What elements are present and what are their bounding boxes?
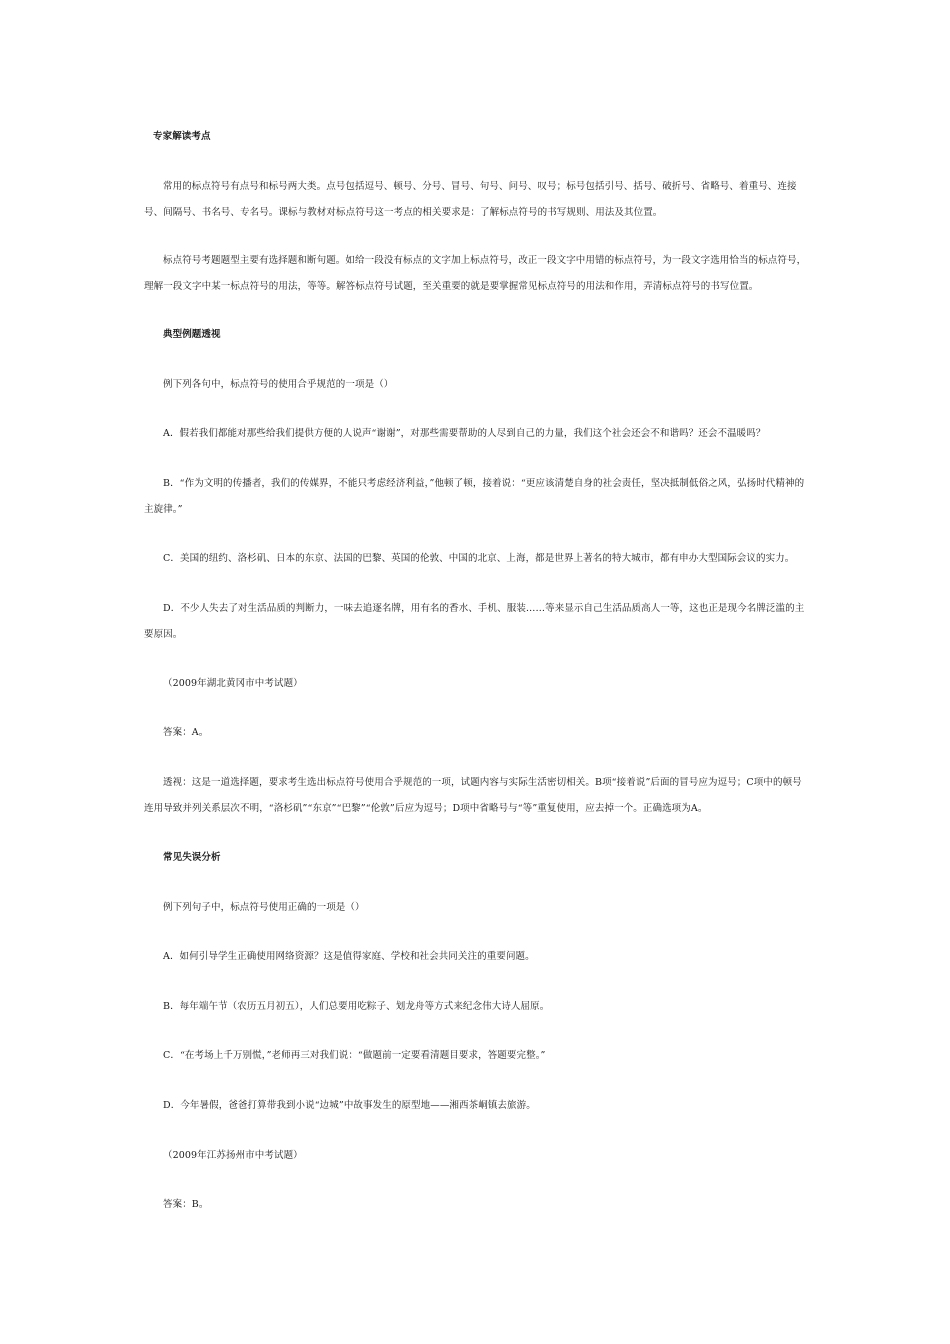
section-heading-mistake: 常见失误分析 xyxy=(163,852,221,863)
mistake-source: （2009年江苏扬州市中考试题） xyxy=(163,1150,303,1161)
typical-option-d: D．不少人失去了对生活品质的判断力，一味去追逐名牌，用有名的香水、手机、服装……等来显示自己生活品质高人一等，这也正是现今名牌泛滥的主要原因。 xyxy=(144,603,805,640)
mistake-option-b: B．每年端午节（农历五月初五），人们总要用吃粽子、划龙舟等方式来纪念伟大诗人屈原。 xyxy=(163,1001,550,1012)
typical-option-c: C．美国的纽约、洛杉矶、日本的东京、法国的巴黎、英国的伦敦、中国的北京、上海，都是世界上著名的特大城市，都有申办大型国际会议的实力。 xyxy=(163,553,795,564)
mistake-answer: 答案：B。 xyxy=(163,1199,209,1210)
typical-option-b: B．“作为文明的传播者，我们的传媒界，不能只考虑经济利益，”他顿了顿，接着说：“更应该清楚自身的社会责任，坚决抵制低俗之风，弘扬时代精神的主旋律。” xyxy=(144,478,805,515)
typical-analysis: 透视：这是一道选择题，要求考生选出标点符号使用合乎规范的一项，试题内容与实际生活密切相关。B项“接着说”后面的冒号应为逗号；C项中的顿号连用导致并列关系层次不明，“洛杉矶”“东京”“巴黎”“伦敦”后应为逗号；D项中省略号与“等”重复使用，应去掉一个。正确选项为A。 xyxy=(144,777,802,814)
mistake-option-a: A．如何引导学生正确使用网络资源？这是值得家庭、学校和社会共同关注的重要问题。 xyxy=(163,951,535,962)
mistake-option-d: D．今年暑假，爸爸打算带我到小说“边城”中故事发生的原型地——湘西茶峒镇去旅游。 xyxy=(163,1100,536,1111)
section-heading-typical: 典型例题透视 xyxy=(163,329,221,340)
section-heading-expert: 专家解读考点 xyxy=(153,131,211,142)
paragraph-expert-1: 常用的标点符号有点号和标号两大类。点号包括逗号、顿号、分号、冒号、句号、问号、叹号；标号包括引号、括号、破折号、省略号、着重号、连接号、间隔号、书名号、专名号。课标与教材对标点符号这一考点的相关要求是：了解标点符号的书写规则、用法及其位置。 xyxy=(144,181,797,218)
typical-question: 例下列各句中，标点符号的使用合乎规范的一项是（） xyxy=(163,379,394,390)
typical-source: （2009年湖北黄冈市中考试题） xyxy=(163,678,303,689)
mistake-question: 例下列句子中，标点符号使用正确的一项是（） xyxy=(163,902,365,913)
paragraph-expert-2: 标点符号考题题型主要有选择题和断句题。如给一段没有标点的文字加上标点符号，改正一段文字中用错的标点符号，为一段文字选用恰当的标点符号，理解一段文字中某一标点符号的用法，等等。解答标点符号试题，至关重要的就是要掌握常见标点符号的用法和作用，弄清标点符号的书写位置。 xyxy=(144,255,807,292)
typical-option-a: A．假若我们都能对那些给我们提供方便的人说声“谢谢”，对那些需要帮助的人尽到自己的力量，我们这个社会还会不和谐吗？还会不温暖吗？ xyxy=(163,428,766,439)
mistake-option-c: C．“在考场上千万别慌，”老师再三对我们说：“做题前一定要看清题目要求，答题要完整。” xyxy=(163,1050,546,1061)
typical-answer: 答案：A。 xyxy=(163,727,209,738)
